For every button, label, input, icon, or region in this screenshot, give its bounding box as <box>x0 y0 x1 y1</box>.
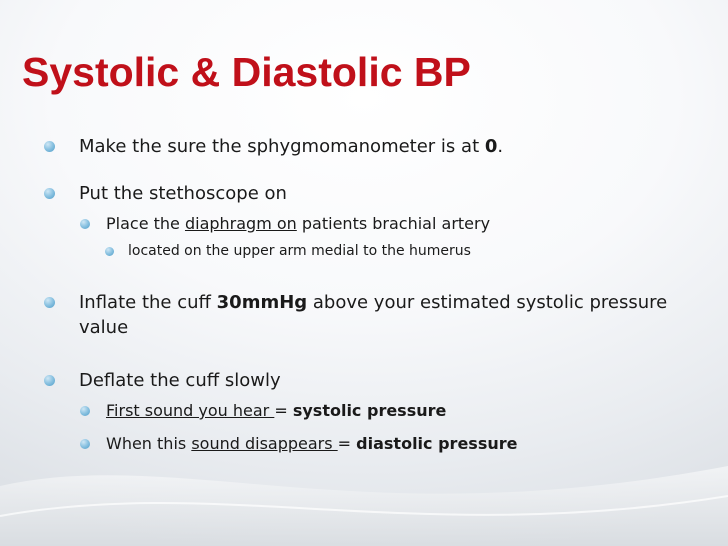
bullet-item-deflate <box>44 368 708 393</box>
bullet-bold: 30mmHg <box>216 292 308 313</box>
bullet-text: . <box>497 136 504 157</box>
bullet-text: located on the upper arm medial to the humerus <box>128 243 471 259</box>
bullet-icon <box>80 406 90 416</box>
bullet-underline: diaphragm on <box>184 214 297 233</box>
bullet-icon <box>44 297 55 308</box>
bullet-text: Deflate the cuff slowly <box>79 370 281 391</box>
sub-bullet-diastolic <box>44 432 708 456</box>
bullet-bold: 0 <box>484 136 498 157</box>
bullet-text: Place the <box>106 214 185 233</box>
slide-title: Systolic & Diastolic BP <box>22 49 471 95</box>
bullet-underline: sound disappears <box>191 434 338 453</box>
bullet-text: Make the sure the sphygmomanometer is at <box>79 136 485 157</box>
bullet-list <box>44 134 708 456</box>
bullet-text: = <box>337 434 357 453</box>
bullet-text: When this <box>106 434 192 453</box>
bullet-underline: First sound you hear <box>106 401 275 420</box>
bullet-icon <box>80 219 90 229</box>
bullet-item-stethoscope <box>44 181 708 206</box>
bullet-icon <box>44 375 55 386</box>
bullet-text: patients brachial artery <box>296 214 491 233</box>
bullet-icon <box>105 247 114 256</box>
bullet-text: Inflate the cuff <box>79 292 217 313</box>
bullet-item-zero <box>44 134 708 159</box>
sub-sub-bullet-location <box>44 240 708 262</box>
bullet-icon <box>80 439 90 449</box>
bullet-icon <box>44 141 55 152</box>
bullet-bold: systolic pressure <box>292 401 447 420</box>
bullet-text: above your estimated systolic pressure value <box>79 292 668 338</box>
bullet-text: = <box>274 401 293 420</box>
sub-bullet-systolic <box>44 399 708 423</box>
bullet-item-inflate <box>44 290 708 340</box>
sub-bullet-diaphragm <box>44 212 708 236</box>
bullet-text: Put the stethoscope on <box>79 183 287 204</box>
bullet-bold: diastolic pressure <box>356 434 518 453</box>
bullet-icon <box>44 188 55 199</box>
